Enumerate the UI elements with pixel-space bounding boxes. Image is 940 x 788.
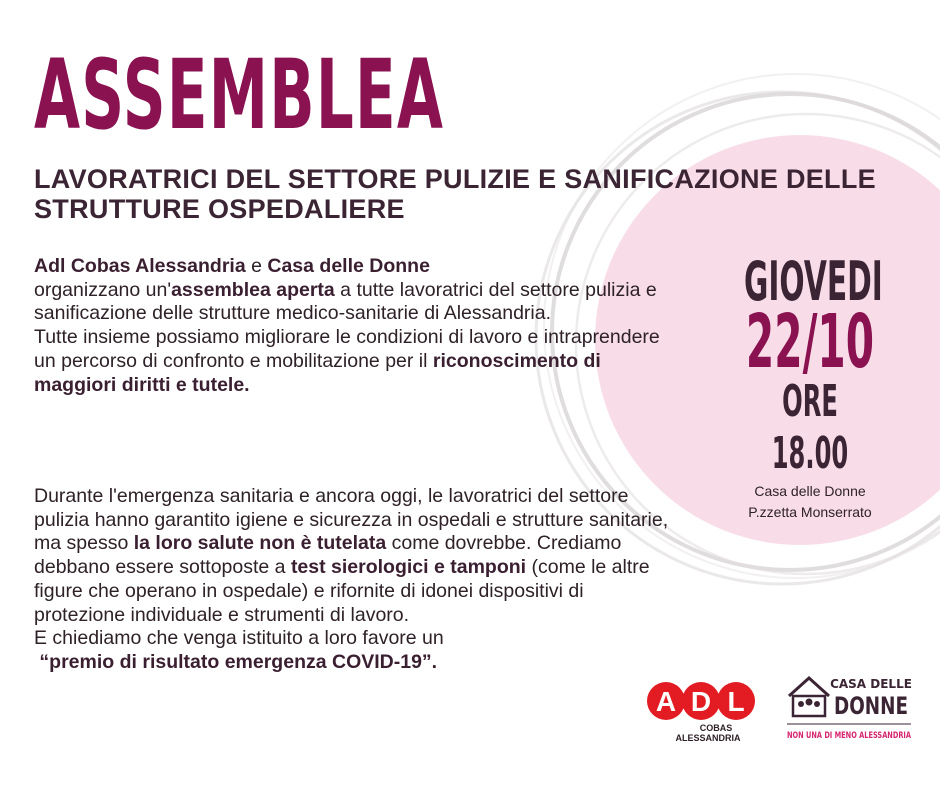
org-casa: Casa delle Donne [267,255,430,277]
svg-text:DONNE: DONNE [834,692,908,720]
svg-text:ALESSANDRIA: ALESSANDRIA [675,733,741,743]
intro-paragraph: Adl Cobas Alessandria e Casa delle Donne organizzano un'assemblea aperta a tutte lavoratrici del settore pulizia e sanificazione delle strutture medico-sanitarie di Alessandria. Tutte insieme possiamo migliorare le condizioni di lavoro e intraprendere un percorso di confronto e mobilitazione per il riconoscimento di maggiori diritti e tutele. [34,255,660,396]
event-time: ORE 18.00 [771,376,849,479]
svg-text:NON UNA DI MENO ALESSANDRIA: NON UNA DI MENO ALESSANDRIA [787,731,912,741]
event-details [690,252,930,522]
svg-text:CASA DELLE: CASA DELLE [830,677,912,691]
event-day: GIOVEDI [744,250,883,313]
svg-text:D: D [690,686,712,717]
svg-text:L: L [727,686,745,717]
adl-cobas-logo [646,675,756,745]
subtitle: LAVORATRICI DEL SETTORE PULIZIE E SANIFICAZIONE DELLE STRUTTURE OSPEDALIERE [34,164,876,224]
svg-text:COBAS: COBAS [699,723,733,733]
page-title: ASSEMBLEA [34,39,445,151]
casa-delle-donne-logo [785,672,915,747]
event-date: 22/10 [745,299,875,385]
event-place: Casa delle Donne [754,483,866,499]
event-address: P.zzetta Monserrato [748,504,872,520]
svg-text:A: A [655,686,677,717]
demands-paragraph: Durante l'emergenza sanitaria e ancora oggi, le lavoratrici del settore pulizia hanno garantito igiene e sicurezza in ospedali e strutture sanitarie, ma spesso la loro salute non è tutelata come dovrebbe. Crediamo debbano essere sottoposte a test sierologici e tamponi (come le altre figure che operano in ospedale) e rifornite di idonei dispositivi di protezione individuale e strumenti di lavoro. E chiediamo che venga istituito a loro favore un “premio di risultato emergenza COVID-19”. [34,485,669,673]
org-adl: Adl Cobas Alessandria [34,255,246,277]
